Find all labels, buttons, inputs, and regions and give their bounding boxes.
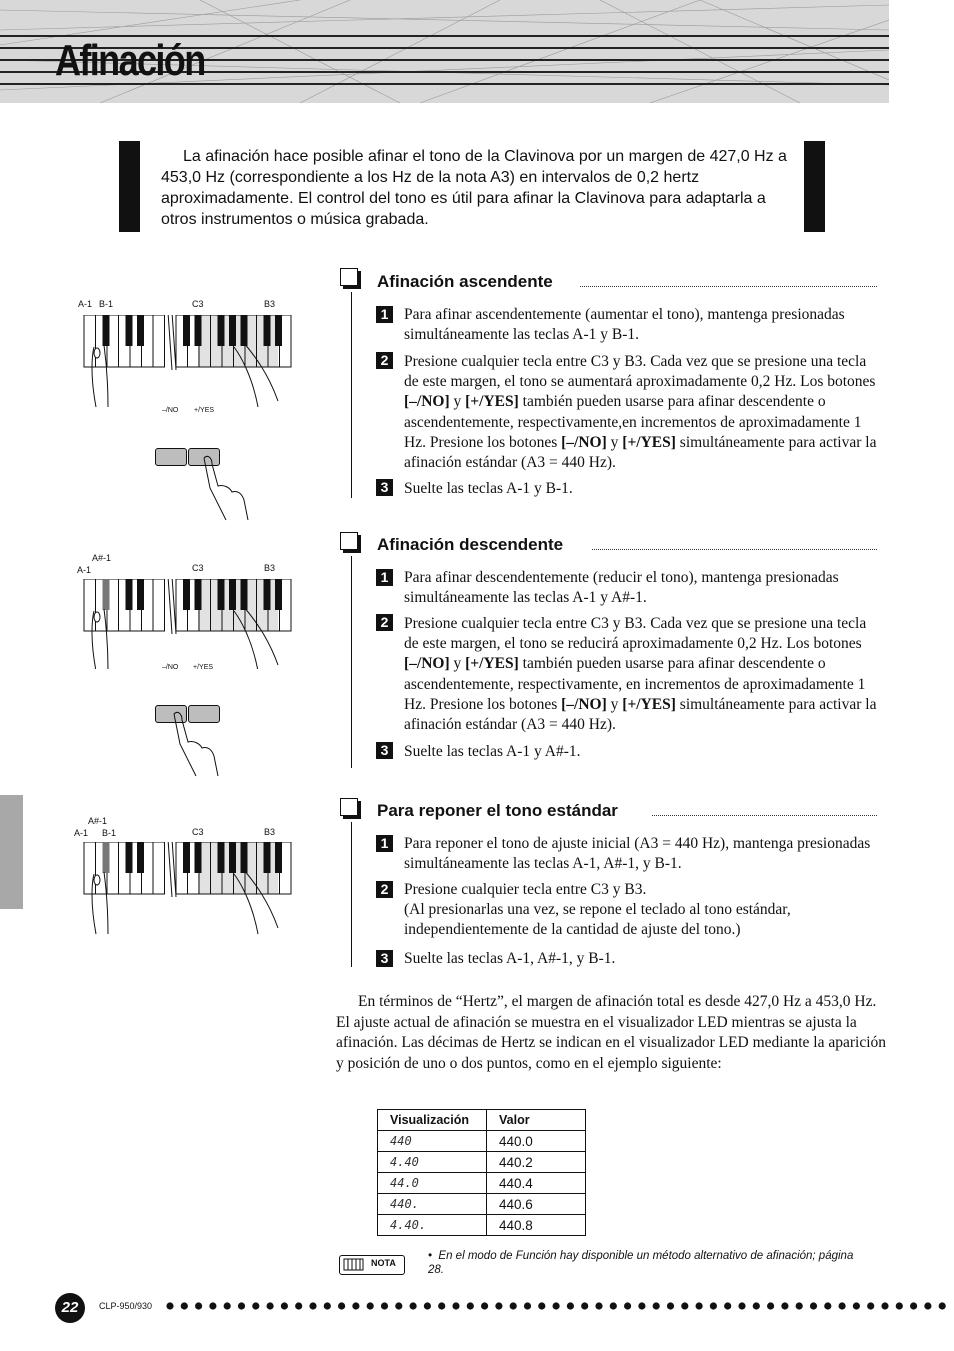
key-label: A-1 (77, 565, 92, 575)
intro-text: La afinación hace posible afinar el tono de la Clavinova por un margen de 427,0 Hz a 453,0 Hz (correspondiente a los Hz de la nota A3) en intervalos de 0,2 hertz aproximadamente. El control del tono es útil para afinar la Clavinova para adaptarla a otros instrumentos o música grabada. (161, 148, 787, 228)
step-text: Para afinar ascendentemente (aumentar el tono), mantenga presionadas simultáneamente las teclas A-1 y B-1. (404, 306, 845, 344)
nota-text: • En el modo de Función hay disponible un método alternativo de afinación; página 28. (428, 1250, 854, 1276)
table-row (378, 1152, 586, 1173)
key-label: B3 (264, 563, 276, 573)
step-number: 2 (376, 614, 393, 631)
button-label: –/NO (162, 407, 179, 414)
section-title-descending: Afinación descendente (377, 535, 564, 554)
key-label: A#-1 (88, 816, 108, 826)
section-dots (592, 549, 877, 550)
column-header: Valor (487, 1110, 586, 1131)
section-dots (580, 286, 877, 287)
led-display: 4.40 (378, 1152, 487, 1173)
step-number: 2 (376, 881, 393, 898)
key-label: A-1 (74, 828, 89, 838)
intro-bar-right (804, 141, 825, 232)
value-cell: 440.2 (487, 1152, 586, 1173)
step-text: Suelte las teclas A-1, A#-1, y B-1. (404, 950, 616, 967)
button-label: +/YES (193, 664, 214, 671)
pressing-hand-icon (166, 708, 226, 778)
page-number: 22 (55, 1293, 85, 1323)
section-rule (351, 292, 352, 498)
key-label: C3 (192, 563, 204, 573)
step-text: Presione cualquier tecla entre C3 y B3. Cada vez que se presione una tecla de este margen, el tono se reducirá aproximadamente 0,2 Hz. Los botones [–/NO] y [+/YES] también pueden usarse para afinar descendente o ascendentemente, respectivamente, en incrementos de aproximadamente 1 Hz. Presione los botones [–/NO] y [+/YES] simultáneamente para activar la afinación estándar (A3 = 440 Hz). (404, 615, 877, 734)
value-cell: 440.4 (487, 1173, 586, 1194)
display-value-table (377, 1109, 586, 1236)
step-number: 3 (376, 950, 393, 967)
button-label: +/YES (194, 407, 215, 414)
step-number: 1 (376, 569, 393, 586)
nota-label: NOTA (371, 1258, 396, 1268)
section-checkbox (340, 798, 358, 816)
pressing-hand-icon (196, 452, 256, 522)
no-button[interactable] (155, 448, 187, 466)
table-row (378, 1131, 586, 1152)
model-name: CLP-950/930 (99, 1301, 153, 1311)
key-label: B3 (264, 299, 276, 309)
hertz-paragraph: En términos de “Hertz”, el margen de afinación total es desde 427,0 Hz a 453,0 Hz. El ajuste actual de afinación se muestra en el visualizador LED mientras se ajusta la afinación. Las décimas de Hertz se indican en el visualizador LED mediante la aparición y posición de uno o dos puntos, como en el ejemplo siguiente: (336, 993, 887, 1073)
key-label: B-1 (102, 828, 117, 838)
section-checkbox (340, 268, 358, 286)
value-cell: 440.6 (487, 1194, 586, 1215)
button-label: –/NO (162, 664, 179, 671)
step-number: 1 (376, 306, 393, 323)
key-label: B-1 (99, 299, 114, 309)
section-dots (652, 815, 877, 816)
key-label: A#-1 (92, 553, 112, 563)
page-title: Afinación (55, 36, 205, 85)
step-text: Para afinar descendentemente (reducir el tono), mantenga presionadas simultáneamente las teclas A-1 y A#-1. (404, 569, 839, 607)
step-text: Suelte las teclas A-1 y A#-1. (404, 743, 581, 760)
step-number: 3 (376, 479, 393, 496)
led-display: 440. (378, 1194, 487, 1215)
keyboard-diagram (82, 842, 298, 942)
value-cell: 440.0 (487, 1131, 586, 1152)
key-label: C3 (192, 827, 204, 837)
section-rule (351, 556, 352, 768)
key-label: C3 (192, 299, 204, 309)
step-text: Presione cualquier tecla entre C3 y B3. (Al presionarlas una vez, se repone el teclado al tono estándar, independientemente de la cantidad de ajuste del tono.) (404, 881, 791, 939)
step-number: 2 (376, 352, 393, 369)
key-label: B3 (264, 827, 276, 837)
column-header: Visualización (378, 1110, 487, 1131)
intro-bar-left (119, 141, 140, 232)
side-tab (0, 795, 23, 909)
table-header-row (378, 1110, 586, 1131)
led-display: 4.40. (378, 1215, 487, 1236)
keyboard-icon (343, 1256, 367, 1274)
led-display: 440 (378, 1131, 487, 1152)
table-row (378, 1173, 586, 1194)
table-row (378, 1194, 586, 1215)
keyboard-diagram (82, 579, 298, 669)
section-checkbox (340, 532, 358, 550)
step-text: Suelte las teclas A-1 y B-1. (404, 480, 573, 497)
key-label: A-1 (78, 299, 93, 309)
step-text: Para reponer el tono de ajuste inicial (A3 = 440 Hz), mantenga presionadas simultáneamente las teclas A-1, A#-1, y B-1. (404, 835, 871, 873)
keyboard-diagram (82, 315, 298, 410)
led-display: 44.0 (378, 1173, 487, 1194)
step-number: 1 (376, 835, 393, 852)
section-title-ascending: Afinación ascendente (377, 272, 553, 291)
table-row (378, 1215, 586, 1236)
step-text: Presione cualquier tecla entre C3 y B3. Cada vez que se presione una tecla de este margen, el tono se aumentará aproximadamente 0,2 Hz. Los botones [–/NO] y [+/YES] también pueden usarse para afinar descendente o ascendentemente, respectivamente,en incrementos de aproximadamente 1 Hz. Presione los botones [–/NO] y [+/YES] simultáneamente para activar la afinación estándar (A3 = 440 Hz). (404, 353, 877, 472)
footer-dots (164, 1300, 954, 1312)
section-rule (351, 822, 352, 967)
step-number: 3 (376, 742, 393, 759)
value-cell: 440.8 (487, 1215, 586, 1236)
section-title-reset: Para reponer el tono estándar (377, 801, 618, 820)
